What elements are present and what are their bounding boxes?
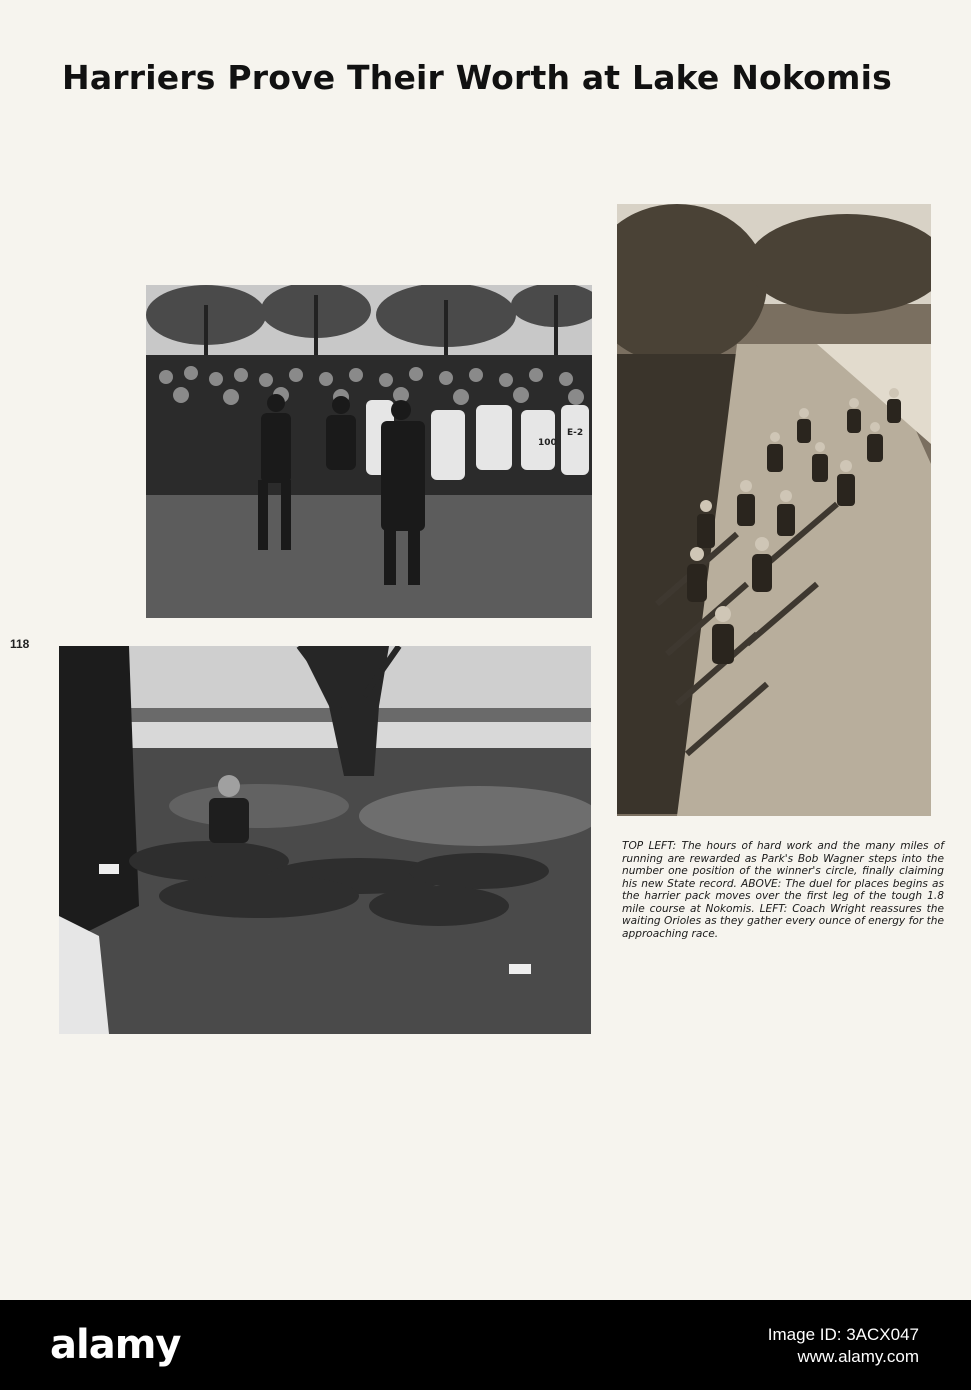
alamy-logo: alamy: [50, 1322, 181, 1368]
image-id: Image ID: 3ACX047: [767, 1325, 919, 1344]
page-number: 118: [10, 637, 30, 651]
photo-winners-circle: [146, 285, 592, 618]
jersey-label-e2: E-2: [567, 428, 584, 438]
page-title: Harriers Prove Their Worth at Lake Nokomis: [62, 58, 892, 97]
footer-url: www.alamy.com: [797, 1347, 919, 1366]
jersey-label-100: 100: [538, 438, 557, 448]
photo-caption: TOP LEFT: The hours of hard work and the many miles of running are rewarded as Park's Bob Wagner steps into the number one position of the winner's circle, finally claiming his new State record. ABOVE: The duel for places begins as the harrier pack moves over the first leg of the tough 1.8 mile course at Nokomis. LEFT: Coach Wright reassures the waiting Orioles as they gather every ounce of energy for the approaching race.: [622, 840, 944, 940]
photo-resting-orioles: [59, 646, 591, 1034]
image-id-block: [768, 1324, 919, 1368]
photo-harrier-pack: [617, 204, 931, 816]
stock-footer-bar: [0, 1300, 971, 1390]
